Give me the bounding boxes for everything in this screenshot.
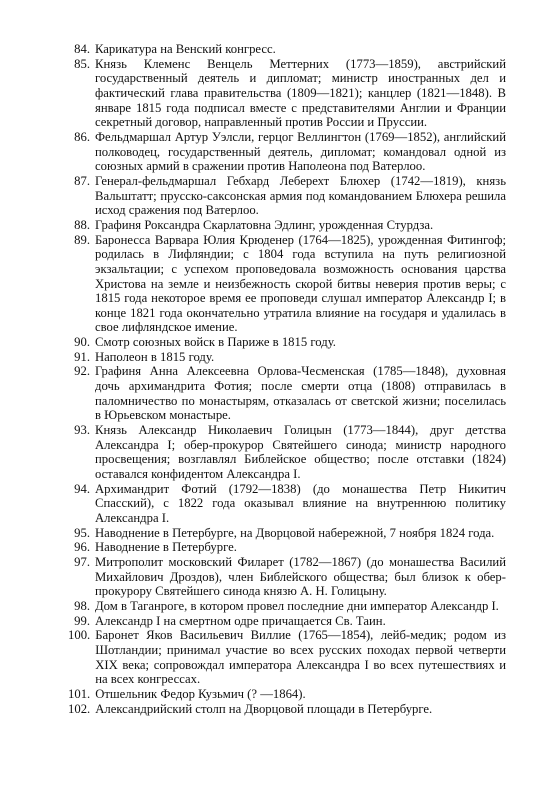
caption-text: Князь Александр Николаевич Голицын (1773—1844), друг детства Александра I; обер-прокурор Святейшего синода; министр народного просвещения; возглавлял Библейское общество; после отставки (1824) оставался конфидентом Александра I. [95, 423, 506, 482]
caption-number: 95. [74, 525, 90, 540]
caption-entry [68, 540, 506, 555]
caption-text: Архимандрит Фотий (1792—1838) (до монашества Петр Никитич Спасский), с 1822 года оказывал влияние на внутреннюю политику Александра I. [95, 481, 506, 525]
caption-number: 100. [68, 628, 91, 643]
caption-entry [68, 482, 506, 526]
caption-number: 90. [74, 335, 90, 350]
illustration-caption-list [68, 42, 506, 716]
caption-entry [68, 423, 506, 482]
caption-text: Александрийский столп на Дворцовой площади в Петербурге. [95, 701, 433, 716]
caption-number: 102. [68, 701, 91, 716]
caption-entry [68, 218, 506, 233]
caption-number: 85. [74, 56, 90, 71]
caption-entry [68, 174, 506, 218]
caption-number: 87. [74, 173, 90, 188]
caption-text: Баронет Яков Васильевич Виллие (1765—1854), лейб-медик; родом из Шотландии; принимал участие во всех русских походах первой четверти XIX века; сопровождал императора Александра I во всех путешествиях и на всех конгрессах. [95, 628, 506, 687]
caption-text: Отшельник Федор Кузьмич (? —1864). [95, 686, 306, 701]
caption-number: 98. [74, 598, 90, 613]
caption-number: 86. [74, 129, 90, 144]
caption-text: Наводнение в Петербурге, на Дворцовой набережной, 7 ноября 1824 года. [95, 525, 495, 540]
caption-entry [68, 555, 506, 599]
caption-number: 88. [74, 217, 90, 232]
caption-entry [68, 233, 506, 336]
caption-entry [68, 130, 506, 174]
caption-text: Фельдмаршал Артур Уэлсли, герцог Веллингтон (1769—1852), английский полководец, государственный деятель, дипломат; командовал одной из союзных армий в сражении против Наполеона под Ватерлоо. [95, 129, 506, 174]
caption-number: 84. [74, 42, 90, 56]
caption-entry [68, 350, 506, 365]
caption-entry [68, 687, 506, 702]
caption-text: Князь Клеменс Венцель Меттерних (1773—1859), австрийский государственный деятель и дипломат; министр иностранных дел и фактический глава правительства (1809—1821); канцлер (1821—1848). В январе 1815 года подписал вместе с представителями Англии и Франции секретный договор, направленный против России и Пруссии. [95, 56, 506, 130]
caption-text: Наводнение в Петербурге. [95, 540, 237, 555]
caption-number: 96. [74, 540, 90, 555]
caption-text: Александр I на смертном одре причащается Св. Таин. [95, 613, 386, 628]
caption-entry [68, 335, 506, 350]
caption-text: Генерал-фельдмаршал Гебхард Леберехт Блюхер (1742—1819), князь Вальштатт; прусско-саксонская армия под командованием Блюхера решила исход сражения под Ватерлоо. [95, 173, 506, 218]
caption-entry [68, 702, 506, 717]
caption-text: Смотр союзных войск в Париже в 1815 году. [95, 335, 336, 350]
caption-text: Баронесса Варвара Юлия Крюденер (1764—1825), урожденная Фитингоф; родилась в Лифляндии; с 1804 года вступила на путь религиозной экзальтации; с успехом проповедовала возможность основания царства Христова на земле и неизбежность скорой битвы неверия против веры; с 1815 года некоторое время ее проповеди слушал император Александр I; в конце 1821 года окончательно утратила влияние на государя и удалилась в свое лифляндское имение. [95, 232, 506, 335]
caption-entry [68, 614, 506, 629]
caption-number: 101. [68, 686, 91, 701]
caption-entry [68, 526, 506, 541]
caption-entry [68, 599, 506, 614]
caption-text: Графиня Анна Алексеевна Орлова-Чесменская (1785—1848), духовная дочь архимандрита Фотия; после смерти отца (1808) отправилась в паломничество по монастырям, отказалась от светской жизни; поселилась в Юрьевском монастыре. [95, 364, 506, 423]
caption-entry [68, 42, 506, 57]
caption-number: 94. [74, 481, 90, 496]
caption-entry [68, 57, 506, 130]
caption-entry [68, 628, 506, 687]
caption-entry [68, 364, 506, 423]
caption-text: Наполеон в 1815 году. [95, 349, 215, 364]
caption-number: 93. [74, 423, 90, 438]
caption-number: 91. [74, 349, 90, 364]
caption-number: 97. [74, 554, 90, 569]
caption-number: 92. [74, 364, 90, 379]
caption-text: Дом в Таганроге, в котором провел последние дни император Александр I. [95, 598, 499, 613]
caption-number: 99. [74, 613, 90, 628]
caption-text: Митрополит московский Филарет (1782—1867) (до монашества Василий Михайлович Дроздов), член Библейского общества; был близок к обер-прокурору Святейшего синода князю А. Н. Голицыну. [95, 554, 506, 599]
caption-text: Карикатура на Венский конгресс. [95, 42, 276, 56]
caption-text: Графиня Роксандра Скарлатовна Эдлинг, урожденная Стурдза. [95, 217, 434, 232]
caption-number: 89. [74, 232, 90, 247]
